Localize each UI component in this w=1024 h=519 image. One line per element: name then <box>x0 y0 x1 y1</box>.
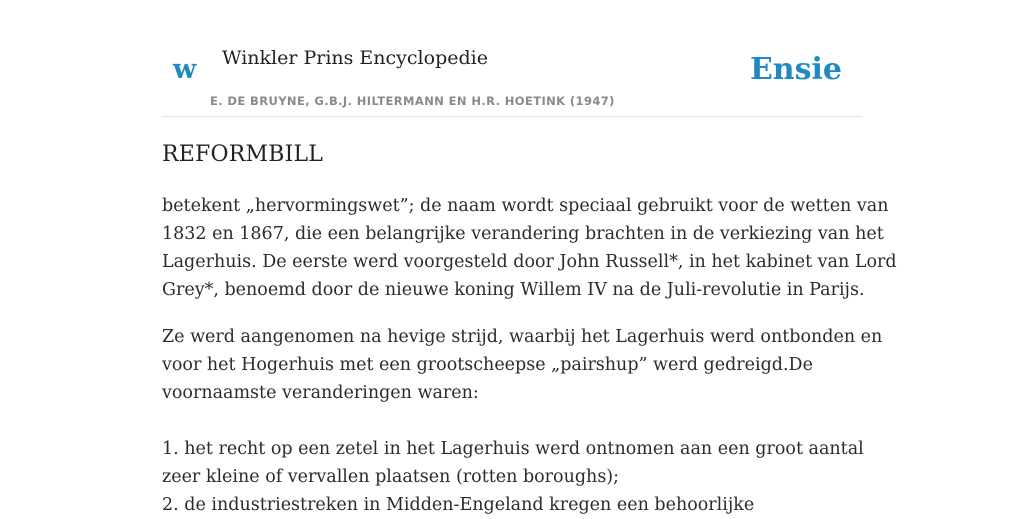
paragraph-line: Ze werd aangenomen na hevige strijd, waarbij het Lagerhuis werd ontbonden en <box>162 327 883 347</box>
ensie-logo[interactable]: Ensie <box>749 52 842 87</box>
entry-headword: REFORMBILL <box>162 142 324 167</box>
entry-body <box>162 192 897 519</box>
paragraph-line: voor het Hogerhuis met een grootscheepse „pairshup” werd gedreigd.De <box>162 355 813 375</box>
authors-line: E. DE BRUYNE, G.B.J. HILTERMANN EN H.R. HOETINK (1947) <box>210 94 615 108</box>
changes-list <box>162 435 862 519</box>
paragraph-line: betekent „hervormingswet”; de naam wordt speciaal gebruikt voor de wetten van <box>162 196 889 216</box>
paragraph-line: voornaamste veranderingen waren: <box>162 383 479 403</box>
paragraph-line: Lagerhuis. De eerste werd voorgesteld door John Russell*, in het kabinet van Lord <box>162 252 897 272</box>
header <box>162 0 862 117</box>
paragraph-line: 1832 en 1867, die een belangrijke verandering brachten in de verkiezing van het <box>162 224 884 244</box>
page <box>162 0 897 515</box>
book-title[interactable]: Winkler Prins Encyclopedie <box>222 47 488 69</box>
paragraph-line: Grey*, benoemd door de nieuwe koning Willem IV na de Juli-revolutie in Parijs. <box>162 280 865 300</box>
list-line: zeer kleine of vervallen plaatsen (rotten boroughs); <box>162 467 620 487</box>
list-line: 2. de industriestreken in Midden-Engeland kregen een behoorlijke <box>162 495 755 515</box>
paragraph-1 <box>162 192 897 304</box>
paragraph-2 <box>162 323 883 407</box>
encyclopedia-logo[interactable]: w <box>173 54 197 85</box>
list-line: 1. het recht op een zetel in het Lagerhuis werd ontnomen aan een groot aantal <box>162 439 864 459</box>
